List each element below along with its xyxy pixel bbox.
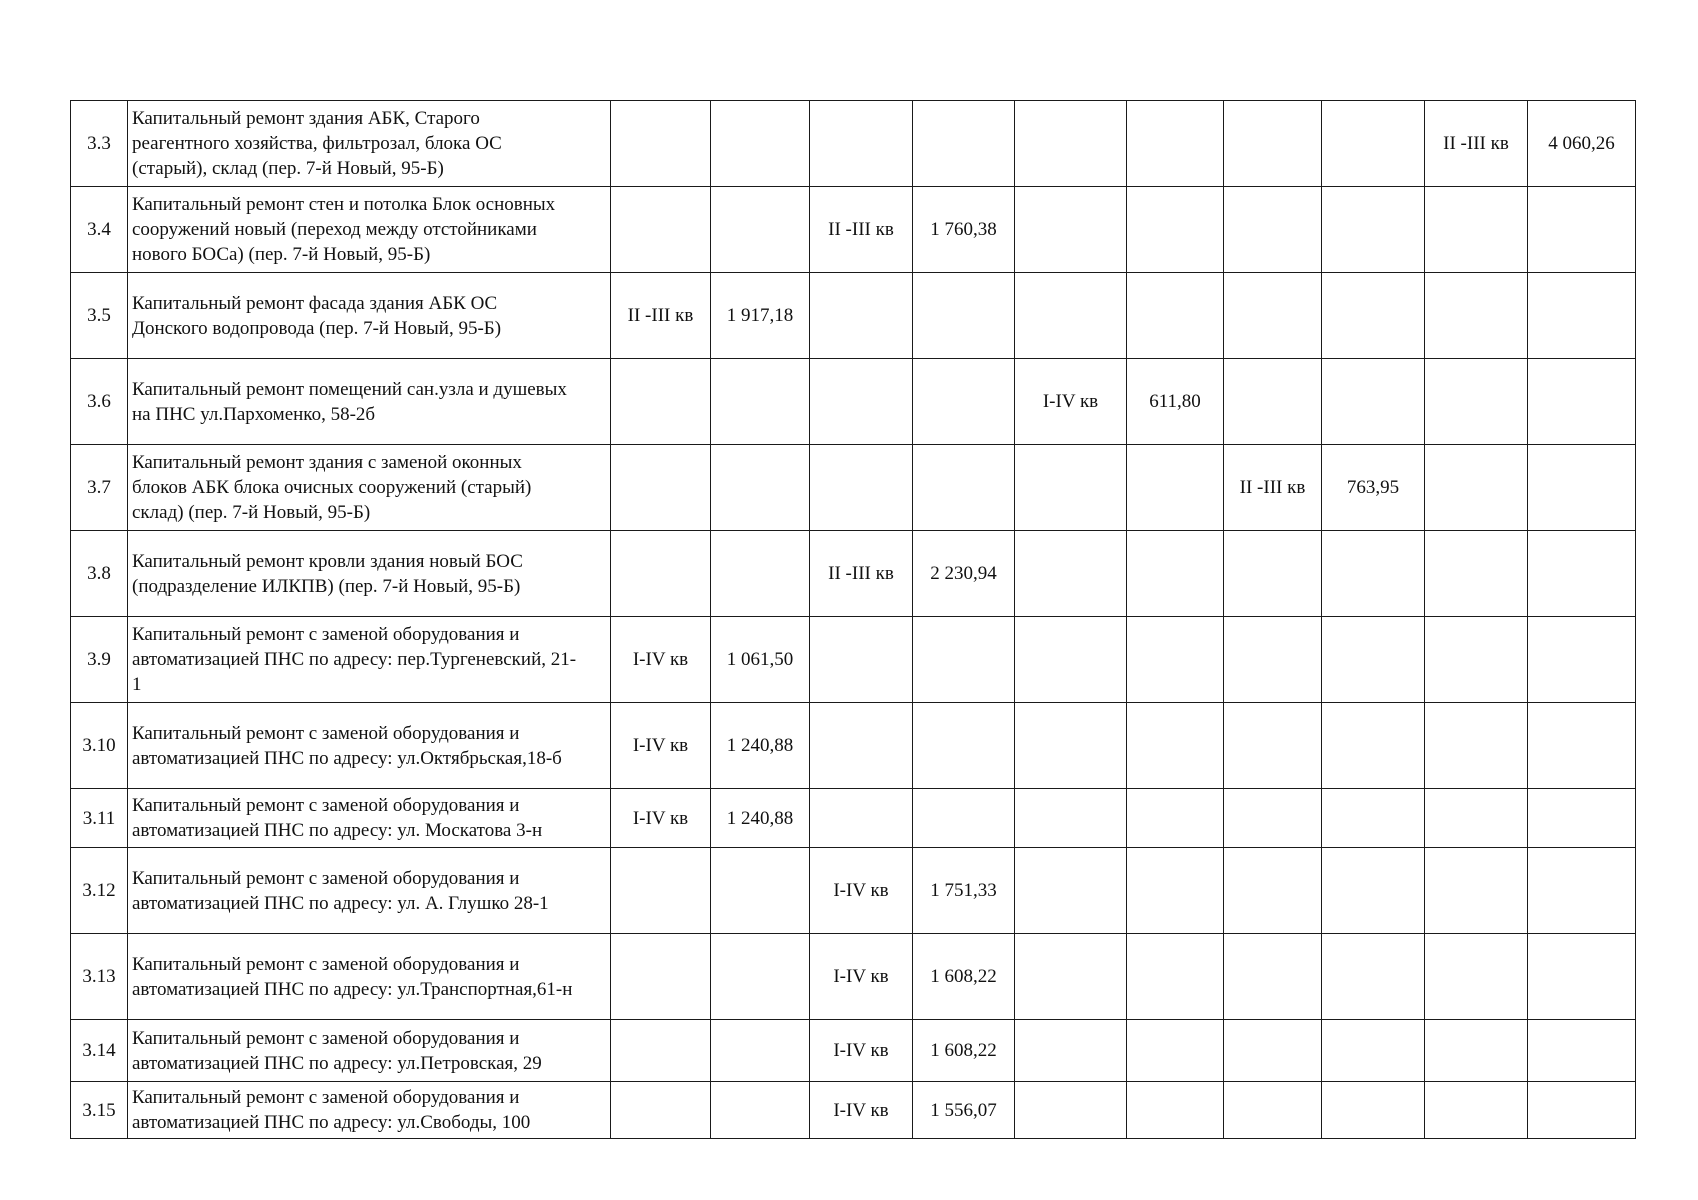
amount-cell [711,445,810,531]
period-cell [810,789,913,848]
description-line: 1 [132,674,142,695]
period-cell [611,848,711,934]
amount-cell: 1 917,18 [711,273,810,359]
description-line: автоматизацией ПНС по адресу: ул. А. Глушко 28-1 [132,892,549,914]
amount-cell: 1 240,88 [711,703,810,789]
period-cell [1015,445,1127,531]
period-cell [1015,703,1127,789]
amount-cell [1528,1082,1636,1139]
period-cell: II -III кв [611,273,711,359]
work-description [128,273,611,359]
work-description [128,187,611,273]
period-cell [1224,1020,1322,1082]
row-number: 3.10 [71,703,128,789]
table-body [71,101,1636,1139]
period-cell [810,617,913,703]
amount-cell [1322,359,1425,445]
amount-cell [1322,1082,1425,1139]
period-cell [1224,359,1322,445]
period-cell [1224,617,1322,703]
description-line: Капитальный ремонт с заменой оборудования и [132,867,520,889]
table-row [71,531,1636,617]
amount-cell [1322,617,1425,703]
period-cell [1425,703,1528,789]
amount-cell [711,101,810,187]
amount-cell [1127,848,1224,934]
period-cell [810,703,913,789]
amount-cell [1127,445,1224,531]
work-description [128,789,611,848]
work-description [128,359,611,445]
period-cell: II -III кв [810,531,913,617]
description-line: (подразделение ИЛКПВ) (пер. 7-й Новый, 95-Б) [132,575,521,597]
period-cell [1425,273,1528,359]
description-line: Капитальный ремонт фасада здания АБК ОС [132,292,498,314]
period-cell [1015,848,1127,934]
amount-cell [1127,617,1224,703]
period-cell [611,1082,711,1139]
description-line: Капитальный ремонт с заменой оборудования и [132,1027,520,1049]
period-cell [1015,789,1127,848]
description-line: Капитальный ремонт с заменой оборудования и [132,795,520,816]
table-row [71,703,1636,789]
period-cell [1224,273,1322,359]
period-cell [1015,1082,1127,1139]
amount-cell [711,187,810,273]
amount-cell: 611,80 [1127,359,1224,445]
description-line: реагентного хозяйства, фильтрозал, блока ОС [132,133,502,154]
work-description [128,1082,611,1139]
period-cell [1015,617,1127,703]
amount-cell [711,359,810,445]
amount-cell: 1 760,38 [913,187,1015,273]
period-cell [1224,187,1322,273]
period-cell [1224,789,1322,848]
description-line: сооружений новый (переход между отстойниками [132,219,537,240]
amount-cell [913,703,1015,789]
amount-cell [913,359,1015,445]
description-line: автоматизацией ПНС по адресу: ул.Петровская, 29 [132,1052,542,1074]
table-row [71,789,1636,848]
amount-cell [1127,101,1224,187]
amount-cell [1127,273,1224,359]
table-row [71,934,1636,1020]
amount-cell: 1 240,88 [711,789,810,848]
work-description [128,1020,611,1082]
work-description [128,934,611,1020]
amount-cell [1322,273,1425,359]
amount-cell [1322,934,1425,1020]
description-line: Капитальный ремонт здания с заменой оконных [132,452,522,473]
description-line: Капитальный ремонт с заменой оборудования и [132,953,520,975]
amount-cell [1528,934,1636,1020]
period-cell [810,445,913,531]
period-cell [1425,617,1528,703]
amount-cell [1127,789,1224,848]
period-cell [1015,1020,1127,1082]
period-cell [1425,187,1528,273]
amount-cell [1528,359,1636,445]
work-description [128,617,611,703]
description-line: нового БОСа) (пер. 7-й Новый, 95-Б) [132,244,431,265]
amount-cell [1528,187,1636,273]
table-row [71,445,1636,531]
amount-cell [711,1082,810,1139]
period-cell [1425,789,1528,848]
period-cell: II -III кв [1425,101,1528,187]
period-cell [1224,531,1322,617]
period-cell [1224,848,1322,934]
row-number: 3.3 [71,101,128,187]
row-number: 3.14 [71,1020,128,1082]
period-cell: I-IV кв [810,848,913,934]
amount-cell [1528,789,1636,848]
description-line: Капитальный ремонт здания АБК, Старого [132,108,480,129]
amount-cell [1127,934,1224,1020]
amount-cell [1322,789,1425,848]
description-line: автоматизацией ПНС по адресу: ул.Октябрьская,18-б [132,747,562,769]
amount-cell [1528,445,1636,531]
table-row [71,187,1636,273]
table-row [71,1020,1636,1082]
amount-cell [1528,848,1636,934]
period-cell [611,359,711,445]
amount-cell: 4 060,26 [1528,101,1636,187]
period-cell: I-IV кв [611,789,711,848]
amount-cell: 2 230,94 [913,531,1015,617]
period-cell [810,101,913,187]
row-number: 3.15 [71,1082,128,1139]
row-number: 3.5 [71,273,128,359]
description-line: автоматизацией ПНС по адресу: ул.Транспортная,61-н [132,978,573,1000]
amount-cell: 1 556,07 [913,1082,1015,1139]
amount-cell [1528,703,1636,789]
amount-cell [1322,101,1425,187]
amount-cell: 763,95 [1322,445,1425,531]
row-number: 3.13 [71,934,128,1020]
row-number: 3.12 [71,848,128,934]
period-cell [611,531,711,617]
period-cell [1425,1020,1528,1082]
description-line: блоков АБК блока очисных сооружений (старый) [132,477,532,498]
row-number: 3.4 [71,187,128,273]
period-cell [1425,848,1528,934]
period-cell: I-IV кв [810,1082,913,1139]
amount-cell [1528,1020,1636,1082]
description-line: (старый), склад (пер. 7-й Новый, 95-Б) [132,158,444,179]
period-cell [1425,445,1528,531]
work-schedule-table [70,100,1636,1139]
period-cell [611,934,711,1020]
work-description [128,531,611,617]
description-line: Капитальный ремонт с заменой оборудования и [132,624,520,645]
description-line: Капитальный ремонт помещений сан.узла и душевых [132,378,567,400]
description-line: автоматизацией ПНС по адресу: ул.Свободы, 100 [132,1112,531,1133]
description-line: Капитальный ремонт с заменой оборудования и [132,722,520,744]
amount-cell [913,273,1015,359]
amount-cell [1322,531,1425,617]
period-cell: II -III кв [810,187,913,273]
description-line: склад) (пер. 7-й Новый, 95-Б) [132,502,371,523]
period-cell [1015,101,1127,187]
row-number: 3.8 [71,531,128,617]
amount-cell [1322,703,1425,789]
amount-cell [1322,187,1425,273]
amount-cell [1127,1082,1224,1139]
period-cell: I-IV кв [611,703,711,789]
table-row [71,273,1636,359]
row-number: 3.7 [71,445,128,531]
description-line: Капитальный ремонт стен и потолка Блок основных [132,194,556,215]
period-cell [1425,934,1528,1020]
amount-cell [1528,617,1636,703]
amount-cell [1528,531,1636,617]
period-cell [1015,273,1127,359]
period-cell [810,359,913,445]
period-cell [1425,1082,1528,1139]
period-cell [1224,101,1322,187]
period-cell: I-IV кв [810,1020,913,1082]
table-row [71,101,1636,187]
amount-cell: 1 061,50 [711,617,810,703]
amount-cell [913,101,1015,187]
work-description [128,848,611,934]
table-row [71,359,1636,445]
period-cell: II -III кв [1224,445,1322,531]
period-cell [810,273,913,359]
period-cell [1015,531,1127,617]
period-cell: I-IV кв [1015,359,1127,445]
description-line: автоматизацией ПНС по адресу: пер.Тургеневский, 21- [132,649,577,670]
description-line: автоматизацией ПНС по адресу: ул. Москатова 3-н [132,820,543,841]
amount-cell [913,445,1015,531]
table-row [71,617,1636,703]
description-line: Донского водопровода (пер. 7-й Новый, 95-Б) [132,317,502,339]
amount-cell [1127,187,1224,273]
row-number: 3.9 [71,617,128,703]
period-cell [1224,1082,1322,1139]
period-cell: I-IV кв [810,934,913,1020]
description-line: на ПНС ул.Пархоменко, 58-2б [132,403,376,425]
period-cell [1425,359,1528,445]
amount-cell [913,789,1015,848]
period-cell [1015,187,1127,273]
amount-cell [913,617,1015,703]
amount-cell [711,848,810,934]
period-cell [611,445,711,531]
period-cell [1224,703,1322,789]
table-row [71,1082,1636,1139]
description-line: Капитальный ремонт с заменой оборудования и [132,1087,520,1108]
description-line: Капитальный ремонт кровли здания новый БОС [132,550,523,572]
amount-cell [1322,848,1425,934]
period-cell [1015,934,1127,1020]
amount-cell [711,531,810,617]
work-description [128,445,611,531]
amount-cell [1127,1020,1224,1082]
period-cell [1224,934,1322,1020]
amount-cell [1127,703,1224,789]
period-cell [1425,531,1528,617]
row-number: 3.11 [71,789,128,848]
amount-cell [711,934,810,1020]
amount-cell [1127,531,1224,617]
amount-cell [1322,1020,1425,1082]
amount-cell: 1 608,22 [913,934,1015,1020]
period-cell [611,1020,711,1082]
period-cell [611,101,711,187]
table-row [71,848,1636,934]
period-cell: I-IV кв [611,617,711,703]
work-description [128,703,611,789]
period-cell [611,187,711,273]
amount-cell [711,1020,810,1082]
amount-cell [1528,273,1636,359]
row-number: 3.6 [71,359,128,445]
amount-cell: 1 608,22 [913,1020,1015,1082]
work-description [128,101,611,187]
amount-cell: 1 751,33 [913,848,1015,934]
